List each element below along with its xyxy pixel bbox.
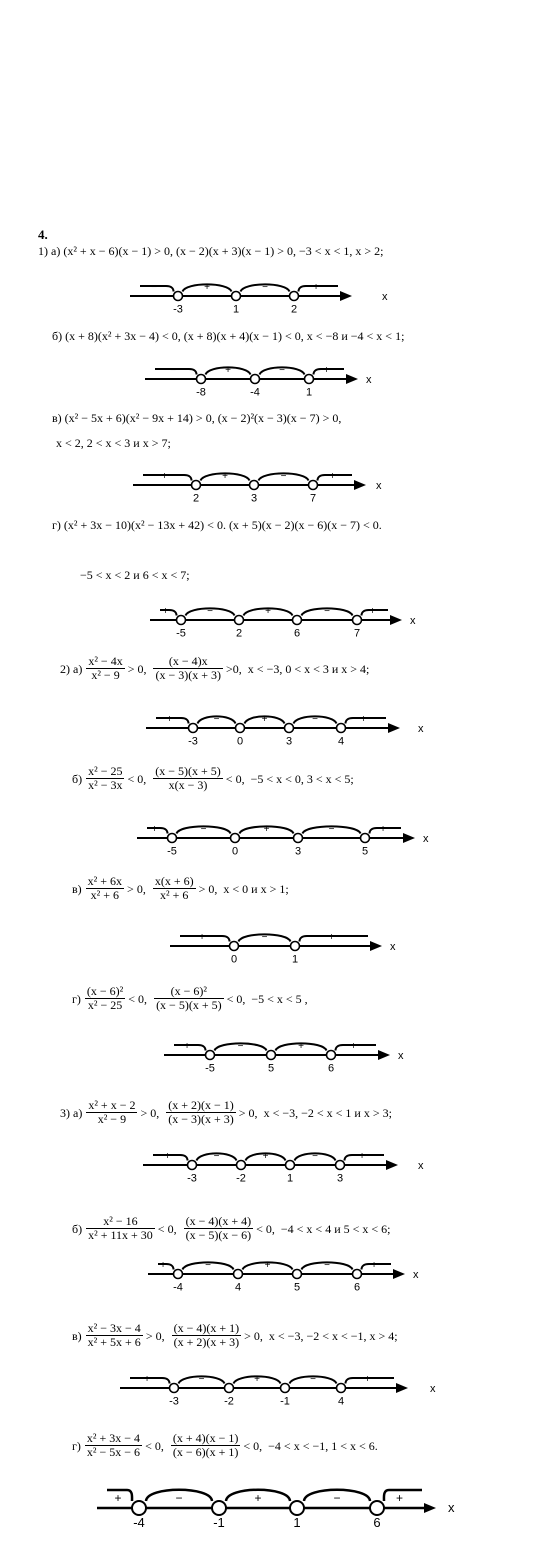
point-marker — [212, 1501, 226, 1515]
point-marker — [353, 1270, 362, 1279]
item-label: 3) а) — [60, 1105, 83, 1120]
item-label: г) — [72, 991, 81, 1006]
sign-label: − — [170, 365, 176, 376]
point-marker — [293, 1270, 302, 1279]
axis-label: x — [448, 1500, 455, 1515]
denominator: x² + 6 — [90, 888, 120, 902]
point-marker — [170, 1384, 179, 1393]
axis-arrow — [396, 1383, 408, 1393]
item-label: б) — [72, 771, 83, 786]
numerator: x² − 3x − 4 — [87, 1321, 141, 1335]
axis-arrow — [403, 833, 415, 843]
numerator: x² − 16 — [86, 1215, 155, 1229]
point-label: 0 — [236, 735, 244, 748]
point-label: 4 — [337, 1395, 345, 1408]
point-label: 1 — [286, 1172, 294, 1185]
relation: < 0, — [226, 991, 246, 1006]
sign-label: + — [395, 1491, 404, 1505]
sign-label: + — [254, 1374, 260, 1385]
point-label: 1 — [293, 1515, 301, 1530]
point-label: 3 — [294, 845, 302, 858]
sign-label: + — [262, 1151, 269, 1162]
numerator: (x − 5)(x + 5) — [155, 764, 221, 778]
denominator: (x − 5)(x − 6) — [185, 1228, 252, 1242]
sign-label: + — [360, 714, 367, 725]
sign-label: + — [328, 932, 335, 943]
axis-arrow — [378, 1050, 390, 1060]
solution: x < 0 и x > 1; — [223, 881, 289, 896]
sign-label: + — [225, 365, 231, 376]
relation: > 0, — [127, 661, 147, 676]
denominator: (x − 3)(x + 3) — [168, 1112, 234, 1126]
relation: < 0, — [128, 991, 148, 1006]
point-label: 1 — [291, 953, 299, 966]
denominator: x² − 3x — [88, 778, 123, 792]
numerator: x² + 3x − 4 — [86, 1431, 141, 1445]
point-marker — [290, 1501, 304, 1515]
point-label: 6 — [373, 1515, 381, 1530]
item-expression: (x² − 5x + 6)(x² − 9x + 14) > 0, (x − 2)²(x − 3)(x − 7) > 0, — [64, 411, 342, 425]
item-solution: −5 < x < 2 и 6 < x < 7; — [80, 568, 190, 582]
point-label: -3 — [187, 1172, 197, 1185]
point-marker — [309, 481, 318, 490]
point-label: -2 — [224, 1395, 234, 1408]
sign-label: − — [312, 714, 318, 725]
sign-label: + — [184, 1041, 190, 1052]
solution: −4 < x < −1, 1 < x < 6. — [268, 1438, 378, 1453]
sign-label: + — [204, 282, 210, 293]
point-marker — [361, 834, 370, 843]
relation: < 0, — [225, 771, 245, 786]
sign-label: + — [371, 1260, 377, 1271]
item-label: в) — [72, 881, 82, 896]
point-label: -4 — [250, 386, 260, 399]
point-marker — [197, 375, 206, 384]
sign-label: − — [207, 606, 213, 617]
point-label: -3 — [169, 1395, 179, 1408]
item-solution: x < 2, 2 < x < 3 и x > 7; — [56, 436, 171, 450]
denominator: x² − 9 — [97, 1112, 127, 1126]
point-label: 3 — [250, 492, 258, 505]
point-marker — [206, 1051, 215, 1060]
sign-label: − — [328, 824, 335, 835]
axis-label: x — [398, 1050, 404, 1062]
point-marker — [353, 616, 362, 625]
point-label: 7 — [353, 627, 361, 640]
axis-arrow — [370, 941, 382, 951]
sign-label: + — [222, 471, 228, 482]
sign-label: − — [261, 932, 268, 943]
sign-label: − — [324, 1260, 330, 1271]
sign-label: + — [350, 1041, 357, 1052]
item-expression: (x² + 3x − 10)(x² − 13x + 42) < 0. (x + 5)(x − 2)(x − 6)(x − 7) < 0. — [63, 518, 382, 532]
point-marker — [237, 1161, 246, 1170]
point-marker — [236, 724, 245, 733]
point-label: 7 — [309, 492, 317, 505]
sign-label: + — [166, 714, 173, 725]
point-label: -1 — [280, 1395, 290, 1408]
point-label: 1 — [305, 386, 313, 399]
sign-label: + — [254, 1491, 262, 1505]
sign-label: + — [369, 606, 376, 617]
point-label: 4 — [234, 1281, 242, 1294]
point-label: -8 — [196, 386, 206, 399]
sign-label: + — [313, 282, 319, 293]
point-marker — [337, 724, 346, 733]
point-marker — [232, 292, 241, 301]
denominator: x² + 6 — [160, 888, 189, 902]
item-label: б) — [52, 329, 63, 343]
axis-label: x — [430, 1383, 436, 1395]
axis-label: x — [418, 1160, 424, 1172]
axis-arrow — [354, 480, 366, 490]
point-marker — [234, 1270, 243, 1279]
axis-label: x — [410, 615, 416, 627]
point-label: 1 — [232, 303, 240, 316]
sign-label: − — [333, 1491, 341, 1505]
denominator: (x + 2)(x + 3) — [173, 1335, 240, 1349]
point-marker — [188, 1161, 197, 1170]
sign-label: − — [310, 1374, 316, 1385]
denominator: x(x − 3) — [168, 778, 208, 792]
point-marker — [174, 292, 183, 301]
point-marker — [231, 834, 240, 843]
sign-label: − — [262, 282, 268, 293]
axis-label: x — [423, 833, 429, 845]
point-marker — [250, 481, 259, 490]
point-label: 3 — [285, 735, 293, 748]
sign-label: + — [329, 471, 336, 482]
point-marker — [177, 616, 186, 625]
numerator: (x + 2)(x − 1) — [168, 1098, 234, 1112]
sign-label: − — [175, 1491, 183, 1505]
relation: < 0, — [243, 1438, 263, 1453]
relation: < 0, — [256, 1221, 275, 1236]
point-label: 4 — [337, 735, 345, 748]
point-marker — [327, 1051, 336, 1060]
point-label: -3 — [173, 303, 183, 316]
item-label: в) — [72, 1328, 82, 1343]
numerator: x² + 6x — [87, 874, 123, 888]
point-label: -4 — [133, 1515, 145, 1530]
sign-label: − — [324, 606, 330, 617]
sign-label: + — [162, 606, 169, 617]
item-label: в) — [52, 411, 62, 425]
sign-label: + — [161, 471, 168, 482]
point-marker — [337, 1384, 346, 1393]
sign-label: + — [164, 1151, 171, 1162]
numerator: x² − 4x — [88, 654, 123, 668]
axis-arrow — [393, 1269, 405, 1279]
point-label: 2 — [235, 627, 243, 640]
sign-label: + — [261, 714, 268, 725]
sign-label: + — [323, 365, 330, 376]
point-label: -3 — [188, 735, 198, 748]
item-label: б) — [72, 1221, 83, 1236]
sign-label: − — [151, 282, 157, 293]
sign-label: + — [199, 932, 205, 943]
point-label: 0 — [230, 953, 238, 966]
sign-label: + — [364, 1374, 371, 1385]
point-label: 5 — [293, 1281, 301, 1294]
relation: > 0, — [145, 1328, 165, 1343]
numerator: x² + x − 2 — [88, 1098, 136, 1112]
axis-label: x — [366, 374, 372, 386]
point-marker — [189, 724, 198, 733]
axis-arrow — [388, 723, 400, 733]
problem-number: 4. — [38, 227, 48, 242]
point-marker — [290, 292, 299, 301]
numerator: x² − 25 — [88, 764, 123, 778]
relation: >0, — [226, 661, 242, 676]
point-marker — [305, 375, 314, 384]
point-marker — [230, 942, 239, 951]
axis-arrow — [346, 374, 358, 384]
relation: < 0, — [157, 1221, 177, 1236]
point-marker — [336, 1161, 345, 1170]
sign-label: + — [380, 824, 386, 835]
sign-label: − — [213, 714, 220, 725]
denominator: x² + 11x + 30 — [88, 1228, 153, 1242]
item-expression: (x + 8)(x² + 3x − 4) < 0, (x + 8)(x + 4)(x − 1) < 0, x < −8 и −4 < x < 1; — [65, 329, 405, 343]
point-marker — [168, 834, 177, 843]
sign-label: + — [151, 824, 158, 835]
sign-label: + — [264, 1260, 271, 1271]
item-expression: (x² + x − 6)(x − 1) > 0, (x − 2)(x + 3)(x − 1) > 0, −3 < x < 1, x > 2; — [63, 244, 384, 258]
numerator: (x + 4)(x − 1) — [172, 1431, 239, 1445]
point-label: -5 — [176, 627, 186, 640]
axis-arrow — [424, 1503, 436, 1513]
numerator: (x − 6)² — [154, 985, 224, 999]
relation: > 0, — [244, 1328, 263, 1343]
sign-label: − — [279, 365, 285, 376]
point-marker — [192, 481, 201, 490]
point-label: 6 — [293, 627, 301, 640]
point-marker — [293, 616, 302, 625]
point-marker — [291, 942, 300, 951]
numerator: (x − 6)² — [86, 984, 124, 998]
denominator: x² − 5x − 6 — [86, 1445, 141, 1459]
denominator: (x − 6)(x + 1) — [172, 1445, 239, 1459]
point-marker — [286, 1161, 295, 1170]
point-label: 5 — [267, 1062, 275, 1075]
axis-arrow — [390, 615, 402, 625]
point-label: -2 — [236, 1172, 246, 1185]
sign-label: − — [280, 471, 287, 482]
point-marker — [251, 375, 260, 384]
relation: < 0, — [127, 771, 147, 786]
item-label: 2) а) — [60, 661, 83, 676]
denominator: (x − 3)(x + 3) — [155, 668, 222, 682]
denominator: x² − 25 — [87, 998, 123, 1012]
axis-label: x — [390, 941, 396, 953]
point-label: 0 — [231, 845, 239, 858]
point-label: -4 — [173, 1281, 183, 1294]
point-marker — [285, 724, 294, 733]
point-label: 2 — [290, 303, 298, 316]
relation: > 0, — [140, 1105, 160, 1120]
item-label: г) — [52, 518, 61, 532]
item-label: г) — [72, 1438, 81, 1453]
point-marker — [225, 1384, 234, 1393]
point-marker — [370, 1501, 384, 1515]
solution: −5 < x < 0, 3 < x < 5; — [250, 771, 354, 786]
numerator: (x − 4)(x + 4) — [185, 1214, 252, 1228]
relation: < 0, — [145, 1438, 164, 1453]
sign-label: + — [359, 1151, 365, 1162]
denominator: (x − 5)(x + 5) — [156, 998, 222, 1012]
solution: x < −3, 0 < x < 3 и x > 4; — [247, 661, 370, 676]
relation: > 0, — [198, 881, 218, 896]
point-marker — [174, 1270, 183, 1279]
point-label: -5 — [167, 845, 177, 858]
denominator: x² − 9 — [91, 668, 120, 682]
sign-label: − — [213, 1151, 220, 1162]
sign-label: + — [114, 1491, 122, 1505]
sign-label: + — [265, 606, 271, 617]
numerator: (x − 4)(x + 1) — [173, 1321, 240, 1335]
point-marker — [132, 1501, 146, 1515]
numerator: x(x + 6) — [154, 874, 194, 888]
point-label: 2 — [192, 492, 200, 505]
solution: −4 < x < 4 и 5 < x < 6; — [280, 1221, 391, 1236]
sign-label: + — [298, 1041, 304, 1052]
axis-label: x — [382, 291, 388, 303]
point-marker — [267, 1051, 276, 1060]
sign-label: − — [237, 1041, 244, 1052]
axis-arrow — [386, 1160, 398, 1170]
point-marker — [294, 834, 303, 843]
relation: > 0, — [238, 1105, 258, 1120]
sign-label: − — [205, 1260, 211, 1271]
axis-label: x — [413, 1269, 419, 1281]
sign-label: + — [263, 824, 270, 835]
solution: x < −3, −2 < x < 1 и x > 3; — [263, 1105, 392, 1120]
relation: > 0, — [127, 881, 146, 896]
axis-label: x — [418, 723, 424, 735]
point-marker — [235, 616, 244, 625]
point-label: 5 — [361, 845, 369, 858]
sign-label: + — [144, 1374, 150, 1385]
point-label: 3 — [336, 1172, 344, 1185]
sign-label: + — [160, 1260, 166, 1271]
item-label: 1) а) — [38, 244, 61, 258]
point-marker — [281, 1384, 290, 1393]
point-label: 6 — [327, 1062, 335, 1075]
sign-label: − — [198, 1374, 205, 1385]
point-label: -5 — [205, 1062, 215, 1075]
sign-label: − — [312, 1151, 318, 1162]
axis-arrow — [340, 291, 352, 301]
point-label: -1 — [213, 1515, 225, 1530]
numerator: (x − 4)x — [153, 655, 223, 669]
solution: −5 < x < 5 , — [251, 991, 308, 1006]
denominator: x² + 5x + 6 — [87, 1335, 141, 1349]
solution: x < −3, −2 < x < −1, x > 4; — [268, 1328, 398, 1343]
axis-label: x — [376, 480, 382, 492]
point-label: 6 — [353, 1281, 361, 1294]
sign-label: − — [200, 824, 207, 835]
